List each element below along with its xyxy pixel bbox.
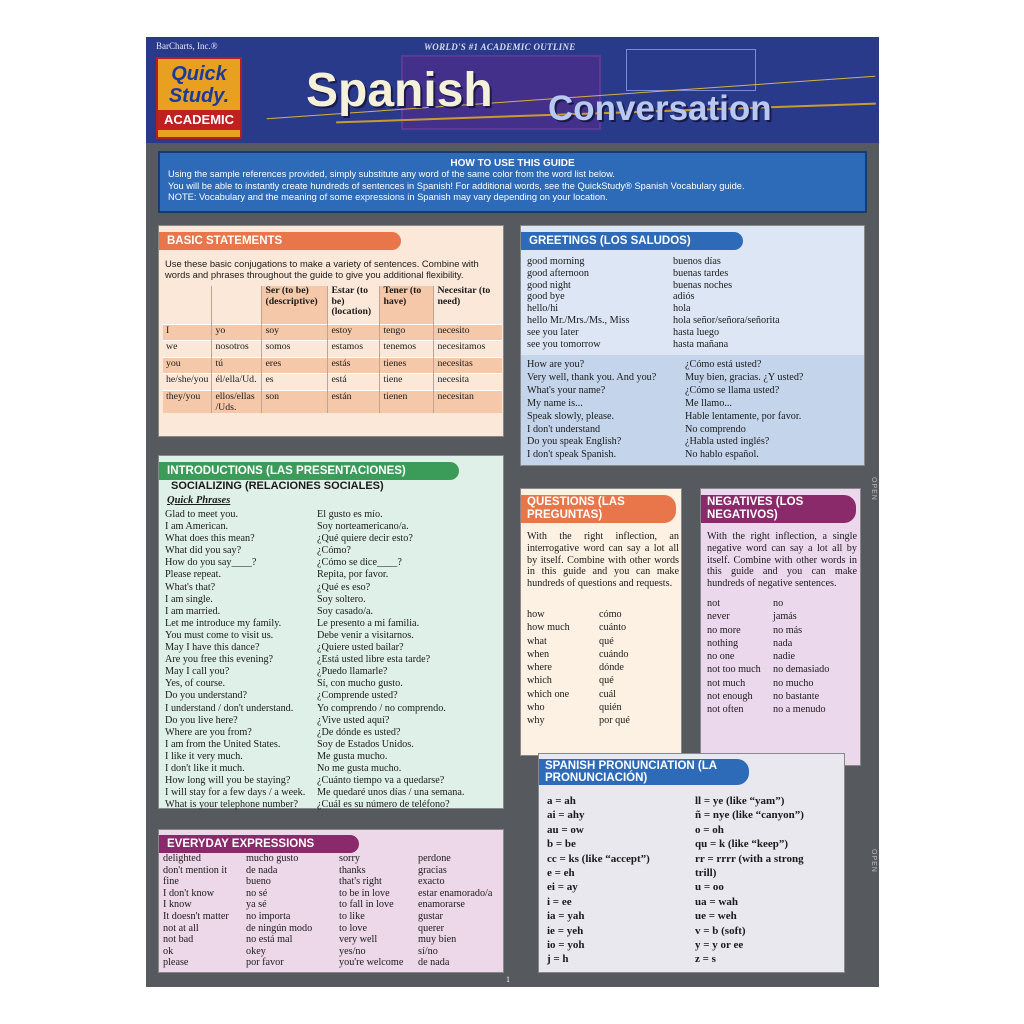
list-item: El gusto es mío.	[317, 509, 383, 520]
list-item: no a menudo	[773, 704, 826, 716]
list-item: My name is...	[527, 397, 583, 409]
table-row	[163, 341, 502, 358]
list-item: ei = ay	[547, 881, 578, 894]
list-item: It doesn't matter	[163, 910, 229, 922]
table-cell: you	[163, 357, 212, 374]
how-to-title: HOW TO USE THIS GUIDE	[450, 158, 575, 169]
table-cell: ellos/ellas /Uds.	[212, 390, 262, 413]
quickstudy-logo	[156, 57, 242, 139]
list-item: okey	[246, 945, 266, 957]
list-item: where	[527, 662, 552, 674]
list-item: good night	[527, 279, 571, 291]
how-to-box	[158, 151, 867, 213]
table-cell: I	[163, 324, 212, 341]
page-subtitle: Conversation	[548, 89, 772, 128]
section-intro: Use these basic conjugations to make a variety of sentences. Combine with words and phrases throughout the guide to give you additional flexibility.	[165, 258, 479, 281]
greetings-panel	[520, 225, 865, 466]
table-cell: es	[262, 374, 328, 391]
list-item: por favor	[246, 957, 284, 969]
logo-line: ACADEMIC	[158, 110, 240, 130]
list-item: May I have this dance?	[165, 642, 260, 654]
list-item: hola	[673, 303, 691, 315]
list-item: perdone	[418, 853, 451, 864]
list-item: What's your name?	[527, 384, 606, 396]
list-item: Le presento a mi familia.	[317, 617, 420, 629]
list-item: ia = yah	[547, 910, 585, 923]
list-item: cuánto	[599, 622, 627, 634]
list-item: z = s	[695, 953, 716, 966]
fold-label: OPEN	[870, 477, 877, 501]
table-header	[163, 286, 212, 324]
list-item: Soy norteamericano/a.	[317, 521, 409, 533]
list-item: ¿Está usted libre esta tarde?	[317, 654, 431, 666]
list-item: no more	[707, 624, 741, 636]
table-cell: tengo	[380, 324, 434, 341]
list-item: Do you understand?	[165, 690, 248, 702]
list-item: What did you say?	[165, 545, 242, 557]
list-item: sorry	[339, 853, 360, 864]
list-item: ¿Vive usted aquí?	[317, 714, 390, 726]
list-item: Yo comprendo / no comprendo.	[317, 702, 446, 714]
section-heading: NEGATIVES (LOS NEGATIVOS)	[701, 495, 856, 523]
how-to-line: You will be able to instantly create hundreds of sentences in Spanish! For additional words, see the QuickStudy® Spanish Vocabulary guide.	[168, 180, 745, 191]
list-item: u = oo	[695, 881, 724, 894]
list-item: Me llamo...	[685, 397, 732, 409]
list-item: what	[527, 635, 547, 647]
section-heading: INTRODUCTIONS (LAS PRESENTACIONES)	[159, 462, 459, 480]
list-item: Speak slowly, please.	[527, 410, 615, 422]
list-item: ok	[163, 945, 174, 957]
fold-label: OPEN	[870, 849, 877, 873]
page-title: Spanish	[306, 64, 493, 117]
list-item: very well	[339, 934, 378, 946]
table-cell: somos	[262, 341, 328, 358]
list-item: I don't know	[163, 887, 215, 899]
logo-line: Study.	[168, 85, 230, 107]
list-item: which one	[527, 688, 570, 700]
list-item: gracias	[418, 864, 447, 876]
list-item: ¿Cómo?	[317, 545, 351, 557]
list-item: v = b (soft)	[695, 924, 746, 937]
section-heading: GREETINGS (LOS SALUDOS)	[521, 232, 743, 250]
list-item: adiós	[673, 291, 695, 303]
negatives-panel	[700, 488, 861, 766]
list-item: when	[527, 648, 550, 660]
list-item: ¿Cuánto tiempo va a quedarse?	[317, 775, 445, 787]
list-item: What's that?	[165, 581, 216, 593]
list-item: au = ow	[547, 823, 584, 836]
greetings-spanish-list	[673, 256, 780, 350]
list-item: hello/hi	[527, 303, 559, 315]
list-item: Very well, thank you. And you?	[527, 371, 657, 383]
list-item: ll = ye (like “yam”)	[695, 795, 785, 807]
list-item: thanks	[339, 864, 366, 876]
list-item: hasta luego	[673, 326, 720, 338]
list-item: dónde	[599, 662, 624, 674]
pronunciation-list	[695, 794, 804, 967]
greetings-spanish-list	[685, 359, 803, 462]
list-item: j = h	[547, 953, 569, 966]
list-item: What does this mean?	[165, 533, 255, 545]
list-item: I know	[163, 899, 192, 911]
table-cell: necesita	[434, 374, 502, 391]
table-cell: eres	[262, 357, 328, 374]
list-item: I am single.	[165, 593, 213, 605]
questions-spanish-list	[599, 608, 630, 728]
list-item: ¿Qué quiere decir esto?	[317, 533, 413, 545]
list-item: de ningún modo	[246, 922, 313, 934]
list-item: i = ee	[547, 895, 572, 908]
list-item: b = be	[547, 838, 576, 851]
list-item: ¿Puedo llamarle?	[317, 666, 388, 678]
list-item: a = ah	[547, 795, 576, 807]
list-item: hola señor/señora/señorita	[673, 314, 780, 326]
list-item: ¿De dónde es usted?	[317, 726, 401, 738]
list-item: ¿Cómo se llama usted?	[685, 384, 780, 396]
table-cell: él/ella/Ud.	[212, 374, 262, 391]
list-item: please	[163, 957, 189, 969]
list-item: ¿Comprende usted?	[317, 690, 398, 702]
list-item: ¿Cómo está usted?	[685, 359, 762, 370]
table-row	[163, 324, 502, 341]
list-item: I am from the United States.	[165, 738, 281, 750]
list-item: qué	[599, 635, 614, 647]
table-header: Tener (to have)	[380, 286, 434, 324]
questions-english-list	[527, 608, 570, 728]
table-cell: they/you	[163, 390, 212, 413]
list-item: not much	[707, 677, 746, 689]
table-cell: estoy	[328, 324, 380, 341]
table-row	[163, 374, 502, 391]
list-item: cc = ks (like “accept”)	[547, 852, 650, 865]
conjugation-table	[163, 286, 502, 413]
expressions-english-list	[163, 853, 229, 969]
list-item: good afternoon	[527, 267, 589, 279]
table-header: Estar (to be) (location)	[328, 286, 380, 324]
introductions-panel	[158, 455, 504, 809]
table-cell: está	[328, 374, 380, 391]
list-item: not enough	[707, 691, 753, 703]
page-number: 1	[506, 975, 510, 984]
table-header: Ser (to be) (descriptive)	[262, 286, 328, 324]
section-intro: With the right inflection, an interrogative word can say a lot all by itself. Combine with other words in this guide and you can make hundreds of questions and requests.	[527, 531, 679, 590]
table-cell: necesitamos	[434, 341, 502, 358]
section-heading: QUESTIONS (LAS PREGUNTAS)	[521, 495, 676, 523]
list-item: quién	[599, 702, 622, 714]
list-item: Are you free this evening?	[165, 654, 274, 666]
list-item: how much	[527, 622, 570, 634]
table-cell: necesito	[434, 324, 502, 341]
list-item: ua = wah	[695, 895, 738, 908]
table-cell: tiene	[380, 374, 434, 391]
list-item: ie = yeh	[547, 924, 584, 937]
list-item: ¿Cuál es su número de teléfono?	[317, 799, 450, 811]
list-item: ñ = nye (like “canyon”)	[695, 809, 804, 822]
table-header	[212, 286, 262, 324]
list-item: no mucho	[773, 677, 814, 689]
list-item: e = eh	[547, 867, 575, 880]
how-to-line: NOTE: Vocabulary and the meaning of some expressions in Spanish may vary depending on your location.	[168, 192, 608, 203]
list-item: no demasiado	[773, 664, 830, 676]
list-item: Where are you from?	[165, 726, 252, 738]
negatives-spanish-list	[773, 597, 829, 717]
list-item: Me quedaré unos días / una semana.	[317, 787, 465, 799]
list-item: I don't understand	[527, 423, 601, 435]
list-item: to like	[339, 910, 365, 922]
list-item: de nada	[246, 864, 278, 876]
publisher-name: BarCharts, Inc.®	[156, 41, 218, 51]
list-item: to love	[339, 922, 368, 934]
list-item: not often	[707, 704, 744, 716]
list-item: nadie	[773, 651, 796, 663]
list-item: Soy casado/a.	[317, 605, 374, 617]
table-cell: he/she/you	[163, 374, 212, 391]
list-item: not	[707, 598, 721, 609]
table-cell: están	[328, 390, 380, 413]
list-item: I am American.	[165, 521, 229, 533]
table-header: Necesitar (to need)	[434, 286, 502, 324]
list-item: Repita, por favor.	[317, 569, 389, 581]
list-item: you're welcome	[339, 957, 404, 969]
list-item: Debe venir a visitarnos.	[317, 629, 414, 641]
list-item: buenas tardes	[673, 267, 729, 279]
list-item: no sé	[246, 887, 268, 899]
list-item: exacto	[418, 876, 445, 888]
list-item: por qué	[599, 715, 630, 727]
list-item: ¿Cómo se dice____?	[317, 557, 402, 569]
list-item: No me gusta mucho.	[317, 762, 402, 774]
questions-panel	[520, 488, 682, 756]
negatives-english-list	[707, 597, 761, 717]
list-item: yes/no	[339, 945, 366, 957]
list-item: not bad	[163, 934, 194, 946]
list-item: hello Mr./Mrs./Ms., Miss	[527, 314, 630, 326]
list-item: buenas noches	[673, 279, 733, 291]
list-item: I don't speak Spanish.	[527, 449, 616, 461]
list-item: trill)	[695, 867, 717, 880]
list-item: buenos días	[673, 256, 721, 267]
list-item: mucho gusto	[246, 853, 299, 864]
section-heading: BASIC STATEMENTS	[159, 232, 401, 250]
list-item: cómo	[599, 609, 622, 620]
list-item: why	[527, 715, 545, 727]
everyday-expressions-panel	[158, 829, 504, 973]
list-item: fine	[163, 876, 179, 888]
expressions-english-list	[339, 853, 403, 969]
list-item: qué	[599, 675, 614, 687]
table-row	[163, 357, 502, 374]
list-item: cuál	[599, 688, 616, 700]
pronunciation-panel	[538, 753, 845, 973]
list-item: estar enamorado/a	[418, 887, 493, 899]
list-item: nothing	[707, 637, 739, 649]
list-item: which	[527, 675, 552, 687]
list-item: Please repeat.	[165, 569, 222, 581]
list-item: no está mal	[246, 934, 293, 946]
list-item: What is your telephone number?	[165, 799, 298, 811]
phrases-english-list	[165, 509, 305, 811]
list-item: no	[773, 598, 784, 609]
tagline: WORLD'S #1 ACADEMIC OUTLINE	[424, 42, 576, 52]
table-cell: soy	[262, 324, 328, 341]
list-item: how	[527, 609, 545, 620]
list-item: qu = k (like “keep”)	[695, 838, 789, 851]
table-cell: tienes	[380, 357, 434, 374]
list-item: Me gusta mucho.	[317, 750, 388, 762]
pronunciation-list	[547, 794, 650, 967]
expressions-spanish-list	[246, 853, 312, 969]
table-cell: estás	[328, 357, 380, 374]
list-item: Do you live here?	[165, 714, 238, 726]
list-item: nada	[773, 637, 793, 649]
list-item: ya sé	[246, 899, 267, 911]
list-item: Sí, con mucho gusto.	[317, 678, 403, 690]
list-item: o = oh	[695, 823, 724, 836]
list-item: hasta mañana	[673, 338, 729, 350]
table-cell: we	[163, 341, 212, 358]
expressions-spanish-list	[418, 853, 492, 969]
list-item: good bye	[527, 291, 565, 303]
list-item: y = y or ee	[695, 939, 744, 952]
list-item: ¿Qué es eso?	[317, 581, 371, 593]
list-item: no bastante	[773, 691, 820, 703]
phrases-spanish-list	[317, 509, 464, 811]
header-banner	[146, 37, 879, 143]
list-item: I will stay for a few days / a week.	[165, 787, 306, 799]
list-item: io = yoh	[547, 939, 585, 952]
list-item: not at all	[163, 922, 199, 934]
list-item: I understand / don't understand.	[165, 702, 294, 714]
list-item: ¿Habla usted inglés?	[685, 436, 770, 448]
list-item: no más	[773, 624, 803, 636]
list-item: ai = ahy	[547, 809, 585, 822]
section-intro: With the right inflection, a single negative word can say a lot all by itself. Combine with other words in this guide and you can make hundreds of negative sentences.	[707, 531, 857, 590]
list-item: that's right	[339, 876, 382, 888]
table-cell: tú	[212, 357, 262, 374]
list-item: Hable lentamente, por favor.	[685, 410, 802, 422]
list-item: Soy de Estados Unidos.	[317, 738, 414, 750]
table-cell: necesitas	[434, 357, 502, 374]
list-item: How are you?	[527, 359, 585, 370]
list-item: cuándo	[599, 648, 629, 660]
list-item: Let me introduce my family.	[165, 617, 282, 629]
list-item: no importa	[246, 910, 291, 922]
list-item: don't mention it	[163, 864, 228, 876]
list-item: gustar	[418, 910, 443, 922]
list-item: who	[527, 702, 545, 714]
table-cell: nosotros	[212, 341, 262, 358]
list-item: Do you speak English?	[527, 436, 622, 448]
section-subheading: SOCIALIZING (RELACIONES SOCIALES)	[171, 480, 384, 492]
list-item: How long will you be staying?	[165, 775, 291, 787]
list-item: rr = rrrr (with a strong	[695, 852, 804, 865]
list-item: to be in love	[339, 887, 390, 899]
list-item: ¿Quiere usted bailar?	[317, 642, 404, 654]
list-item: I am married.	[165, 605, 221, 617]
greetings-english-list	[527, 256, 629, 350]
list-item: muy bien	[418, 934, 457, 946]
table-cell: tenemos	[380, 341, 434, 358]
section-heading: SPANISH PRONUNCIATION (LA PRONUNCIACIÓN)	[539, 759, 749, 785]
greetings-english-list	[527, 359, 656, 462]
list-item: I don't like it much.	[165, 762, 245, 774]
table-cell: estamos	[328, 341, 380, 358]
list-item: de nada	[418, 957, 450, 969]
list-item: enamorarse	[418, 899, 465, 911]
list-item: Muy bien, gracias. ¿Y usted?	[685, 371, 804, 383]
list-item: to fall in love	[339, 899, 394, 911]
list-item: How do you say____?	[165, 557, 257, 569]
list-item: never	[707, 611, 730, 623]
table-cell: necesitan	[434, 390, 502, 413]
list-item: Glad to meet you.	[165, 509, 238, 520]
logo-line: Quick	[171, 63, 227, 85]
list-item: good morning	[527, 256, 585, 267]
list-item: No comprendo	[685, 423, 746, 435]
list-item: You must come to visit us.	[165, 629, 274, 641]
list-item: querer	[418, 922, 445, 934]
list-item: Yes, of course.	[165, 678, 226, 690]
how-to-line: Using the sample references provided, simply substitute any word of the same color from the word list below.	[168, 169, 615, 180]
list-item: jamás	[773, 611, 797, 623]
list-item: No hablo español.	[685, 449, 759, 461]
list-item: delighted	[163, 853, 201, 864]
table-cell: yo	[212, 324, 262, 341]
laminated-guide-sheet	[146, 37, 879, 987]
table-row	[163, 390, 502, 413]
list-item: I like it very much.	[165, 750, 243, 762]
list-item: sí/no	[418, 945, 438, 957]
list-item: Soy soltero.	[317, 593, 366, 605]
list-item: May I call you?	[165, 666, 230, 678]
list-item: see you tomorrow	[527, 338, 601, 350]
list-item: not too much	[707, 664, 761, 676]
list-item: ue = weh	[695, 910, 737, 923]
table-cell: tienen	[380, 390, 434, 413]
basic-statements-panel	[158, 225, 504, 437]
list-item: no one	[707, 651, 735, 663]
section-heading: EVERYDAY EXPRESSIONS	[159, 835, 359, 853]
list-item: see you later	[527, 326, 579, 338]
list-item: bueno	[246, 876, 271, 888]
quick-phrases-label: Quick Phrases	[167, 495, 231, 506]
table-cell: son	[262, 390, 328, 413]
